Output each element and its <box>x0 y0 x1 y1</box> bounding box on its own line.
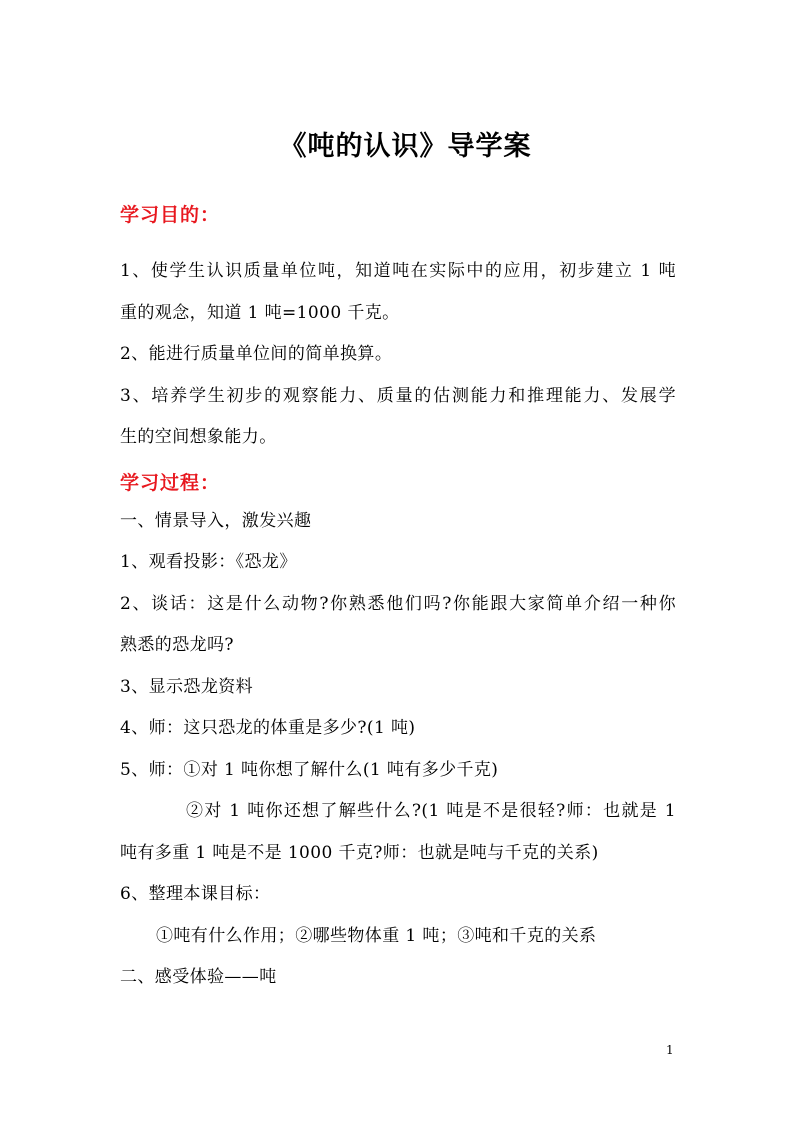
process-line: 1、观看投影：《恐龙》 <box>120 552 297 572</box>
process-line: 2、谈话：这是什么动物?你熟悉他们吗?你能跟大家简单介绍一种你 <box>120 594 676 614</box>
goal-line: 2、能进行质量单位间的简单换算。 <box>120 344 393 364</box>
process-line: 6、整理本课目标： <box>120 884 271 904</box>
process-line: 5、师：①对 1 吨你想了解什么(1 吨有多少千克) <box>120 760 499 780</box>
goal-line: 重的观念，知道 1 吨=1000 千克。 <box>120 303 400 323</box>
goals-heading: 学习目的： <box>120 204 221 226</box>
process-line: ①吨有什么作用；②哪些物体重 1 吨；③吨和千克的关系 <box>156 926 597 946</box>
process-line: 熟悉的恐龙吗? <box>120 635 234 655</box>
process-line: 二、感受体验——吨 <box>120 967 277 987</box>
goal-line: 3、培养学生初步的观察能力、质量的估测能力和推理能力、发展学 <box>120 386 676 406</box>
process-line: 吨有多重 1 吨是不是 1000 千克?师：也就是吨与千克的关系) <box>120 843 599 863</box>
goal-line: 1、使学生认识质量单位吨，知道吨在实际中的应用，初步建立 1 吨 <box>120 261 676 281</box>
process-line: 3、显示恐龙资料 <box>120 677 254 697</box>
process-line: 4、师：这只恐龙的体重是多少?(1 吨) <box>120 718 416 738</box>
goal-line: 生的空间想象能力。 <box>120 427 277 447</box>
process-line: ②对 1 吨你还想了解些什么?(1 吨是不是很轻?师：也就是 1 <box>186 801 676 821</box>
page-number: 1 <box>666 1043 674 1057</box>
page-title: 《吨的认识》导学案 <box>279 131 532 162</box>
process-heading: 学习过程： <box>120 472 221 494</box>
process-line: 一、情景导入，激发兴趣 <box>120 511 312 531</box>
